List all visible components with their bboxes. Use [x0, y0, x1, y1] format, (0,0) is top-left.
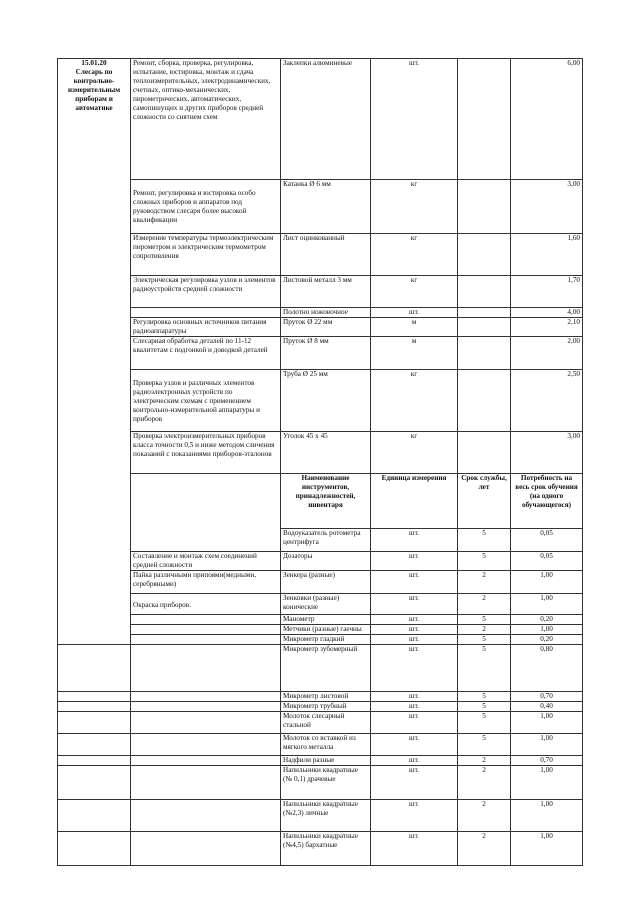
- table-row: [58, 625, 583, 635]
- profession-title: Слесарь по контрольно-измерительным приборам и автоматике: [67, 68, 121, 112]
- item-name: Полотно ножовочное: [281, 308, 371, 318]
- item-name: Уголок 45 х 45: [281, 432, 371, 474]
- work-description: [131, 635, 281, 645]
- item-term: 2: [458, 594, 511, 615]
- table-row: [58, 370, 583, 432]
- profession-cell-empty: [58, 645, 131, 692]
- work-description: [131, 625, 281, 635]
- item-unit: шт.: [371, 800, 458, 832]
- item-need: 6,00: [511, 59, 583, 180]
- work-description: [131, 800, 281, 832]
- item-need: 2,10: [511, 318, 583, 337]
- item-unit: шт.: [371, 712, 458, 734]
- item-name: Водоуказатель ротометра центрифуга: [281, 529, 371, 552]
- work-description: Окраска приборов.: [131, 594, 281, 615]
- work-description: Пайка различными припоями(медными, серебряными): [131, 571, 281, 594]
- item-need: 0,40: [511, 702, 583, 712]
- item-term: 2: [458, 571, 511, 594]
- work-description: Проверка узлов и различных элементов радиоэлектронных устройств по электрическим схемам с применением контрольно-измерительной аппаратуры и приборов: [131, 370, 281, 432]
- work-description: Регулировка основных источников питания радиоаппаратуры: [131, 318, 281, 337]
- item-name: Метчики (разные) гаечны: [281, 625, 371, 635]
- item-need: 1,00: [511, 594, 583, 615]
- item-term: 2: [458, 832, 511, 866]
- item-name: Лист оцинкованный: [281, 234, 371, 276]
- item-unit: кг: [371, 276, 458, 308]
- item-unit: шт.: [371, 756, 458, 766]
- item-name: Молоток слесарный стальной: [281, 712, 371, 734]
- item-unit: шт.: [371, 594, 458, 615]
- item-name: Напильники квадратные (№2,3) личные: [281, 800, 371, 832]
- table-row: [58, 734, 583, 756]
- item-term: 2: [458, 625, 511, 635]
- item-unit: шт.: [371, 625, 458, 635]
- item-need: 0,70: [511, 692, 583, 702]
- item-name: Молоток со вставкой из мягкого металла: [281, 734, 371, 756]
- item-unit: шт.: [371, 308, 458, 318]
- item-name: Микрометр листовой: [281, 692, 371, 702]
- item-need: 0,05: [511, 529, 583, 552]
- item-need: 2,50: [511, 370, 583, 432]
- item-name: Дозаторы: [281, 552, 371, 571]
- item-need: 1,00: [511, 832, 583, 866]
- item-term: [458, 337, 511, 370]
- item-name: Зенковки (разные) конические: [281, 594, 371, 615]
- item-term: 5: [458, 645, 511, 692]
- item-need: 1,70: [511, 276, 583, 308]
- table-row: [58, 800, 583, 832]
- work-description: [131, 766, 281, 800]
- item-name: Микрометр трубный: [281, 702, 371, 712]
- item-need: 1,00: [511, 712, 583, 734]
- work-description: [131, 734, 281, 756]
- table-row: [58, 318, 583, 337]
- item-unit: кг: [371, 180, 458, 234]
- item-unit: шт.: [371, 529, 458, 552]
- table-row: [58, 571, 583, 594]
- item-unit: шт.: [371, 702, 458, 712]
- table-row: [58, 180, 583, 234]
- item-need: 1,00: [511, 571, 583, 594]
- item-term: 2: [458, 800, 511, 832]
- work-description: Проверка электроизмерительных приборов класса точности 0,5 и ниже методом сличения показаний с показаниями приборов-эталонов: [131, 432, 281, 474]
- equipment-table: [57, 58, 583, 866]
- item-need: 1,00: [511, 625, 583, 635]
- item-need: 1,60: [511, 234, 583, 276]
- work-description: [131, 308, 281, 318]
- table-row: [58, 692, 583, 702]
- work-description: [131, 712, 281, 734]
- table-row: [58, 432, 583, 474]
- header-term: Срок службы, лет: [458, 474, 511, 529]
- item-unit: м: [371, 337, 458, 370]
- table-row: [58, 712, 583, 734]
- table-row: [58, 337, 583, 370]
- item-term: 5: [458, 712, 511, 734]
- table-row: [58, 552, 583, 571]
- item-term: 5: [458, 692, 511, 702]
- table-row: [58, 59, 583, 180]
- item-unit: шт.: [371, 766, 458, 800]
- item-name: Надфили разные: [281, 756, 371, 766]
- item-unit: кг: [371, 370, 458, 432]
- item-name: Листовой металл 3 мм: [281, 276, 371, 308]
- item-need: 1,00: [511, 766, 583, 800]
- item-term: [458, 59, 511, 180]
- table-row: [58, 635, 583, 645]
- work-description: Электрическая регулировка узлов и элементов радиоустройств средней сложности: [131, 276, 281, 308]
- item-term: [458, 308, 511, 318]
- item-need: 1,00: [511, 734, 583, 756]
- item-need: 0,70: [511, 756, 583, 766]
- item-term: 2: [458, 756, 511, 766]
- item-name: Пруток Ø 22 мм: [281, 318, 371, 337]
- item-unit: шт.: [371, 615, 458, 625]
- item-name: Микрометр гладкий: [281, 635, 371, 645]
- item-term: [458, 318, 511, 337]
- work-description: [131, 832, 281, 866]
- work-description: [131, 645, 281, 692]
- item-unit: шт.: [371, 692, 458, 702]
- item-name: Катанка Ø 6 мм: [281, 180, 371, 234]
- table-row: [58, 766, 583, 800]
- table-row: [58, 756, 583, 766]
- profession-cell: [58, 59, 131, 645]
- item-term: 5: [458, 635, 511, 645]
- work-description: [131, 756, 281, 766]
- item-unit: шт.: [371, 832, 458, 866]
- work-description: Измерение температуры термоэлектрическим пирометром и электрическим термометром сопротивления: [131, 234, 281, 276]
- item-term: 5: [458, 734, 511, 756]
- item-unit: шт.: [371, 552, 458, 571]
- item-unit: шт.: [371, 645, 458, 692]
- item-need: 2,00: [511, 337, 583, 370]
- table-row: [58, 594, 583, 615]
- item-name: Труба Ø 25 мм: [281, 370, 371, 432]
- item-unit: шт.: [371, 59, 458, 180]
- header-unit: Единица измерения: [371, 474, 458, 529]
- item-unit: м: [371, 318, 458, 337]
- item-term: [458, 180, 511, 234]
- work-description: Ремонт, сборка, проверка, регулировка, испытание, юстировка, монтаж и сдача теплоизмерительных, электродинамических, счетных, оптико-механических, пирометрических, автоматических, самопишущих и других приборов средней сложности со снятием схем: [131, 59, 281, 180]
- work-description: [131, 474, 281, 552]
- table-row: [58, 234, 583, 276]
- work-description: Слесарная обработка деталей по 11-12 квалитетам с подгонкой и доводкой деталей: [131, 337, 281, 370]
- table-row: [58, 702, 583, 712]
- item-need: 0,80: [511, 645, 583, 692]
- item-need: 0,20: [511, 635, 583, 645]
- item-unit: шт.: [371, 635, 458, 645]
- item-need: 0,20: [511, 615, 583, 625]
- item-unit: шт.: [371, 734, 458, 756]
- work-description: [131, 692, 281, 702]
- table-row: [58, 308, 583, 318]
- item-name: Зенкера (разные): [281, 571, 371, 594]
- work-description: [131, 615, 281, 625]
- work-description: Составление и монтаж схем соединений средней сложности: [131, 552, 281, 571]
- table-row: [58, 832, 583, 866]
- header-need: Потребность на весь срок обучения (на одного обучающегося): [511, 474, 583, 529]
- item-term: [458, 234, 511, 276]
- item-term: 5: [458, 552, 511, 571]
- item-term: [458, 276, 511, 308]
- table-row: [58, 615, 583, 625]
- item-name: Напильники квадратные (№4,5) бархатные: [281, 832, 371, 866]
- item-name: Заклепки алюминевые: [281, 59, 371, 180]
- table-row: [58, 276, 583, 308]
- item-need: 1,00: [511, 800, 583, 832]
- item-unit: кг: [371, 432, 458, 474]
- item-term: 5: [458, 529, 511, 552]
- tools-header-row: [58, 474, 583, 529]
- work-description: Ремонт, регулировка и юстировка особо сложных приборов и аппаратов под руководством слесаря более высокой квалификации: [131, 180, 281, 234]
- item-term: 5: [458, 615, 511, 625]
- item-term: 2: [458, 766, 511, 800]
- item-need: 4,00: [511, 308, 583, 318]
- item-term: [458, 370, 511, 432]
- item-term: 5: [458, 702, 511, 712]
- item-name: Пруток Ø 8 мм: [281, 337, 371, 370]
- work-description: [131, 702, 281, 712]
- item-name: Микрометр зубомерный: [281, 645, 371, 692]
- item-unit: кг: [371, 234, 458, 276]
- item-need: 0,05: [511, 552, 583, 571]
- table-row: [58, 645, 583, 692]
- item-need: 3,00: [511, 180, 583, 234]
- item-name: Напильники квадратные (№ 0,1) драчевые: [281, 766, 371, 800]
- item-unit: шт.: [371, 571, 458, 594]
- item-need: 3,00: [511, 432, 583, 474]
- item-term: [458, 432, 511, 474]
- profession-code: 15.01.20: [81, 59, 107, 67]
- item-name: Манометр: [281, 615, 371, 625]
- header-name: Наименование инструментов, принадлежностей, инвентаря: [281, 474, 371, 529]
